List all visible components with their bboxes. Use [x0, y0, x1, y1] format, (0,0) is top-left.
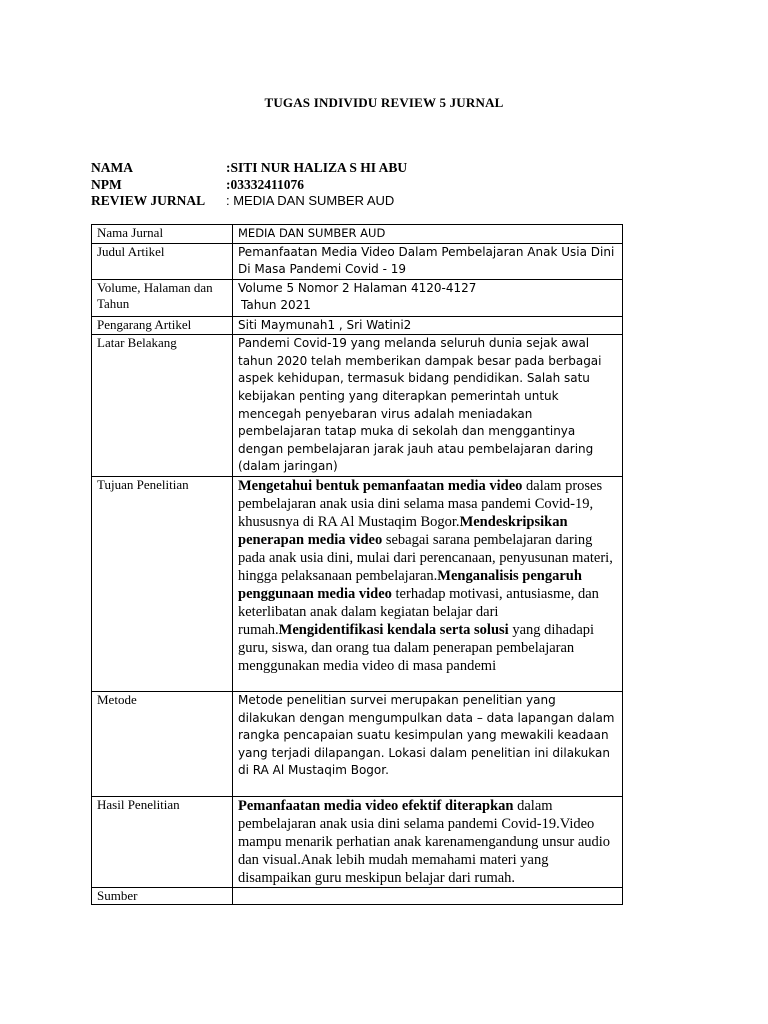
info-row-npm — [91, 177, 407, 194]
table-row — [92, 477, 623, 692]
row-label: Sumber — [92, 888, 233, 905]
row-label: Metode — [92, 692, 233, 797]
volume-line: Volume 5 Nomor 2 Halaman 4120-4127 — [238, 280, 477, 295]
row-label: Hasil Penelitian — [92, 797, 233, 888]
info-label: REVIEW JURNAL — [91, 193, 206, 208]
row-value — [233, 888, 623, 905]
row-value: Pemanfaatan Media Video Dalam Pembelajaran Anak Usia Dini Di Masa Pandemi Covid - 19 — [233, 243, 623, 279]
table-row — [92, 243, 623, 279]
text-run: sebagai sarana pembelajaran daring pada anak usia dini, mulai dari perencanaan, penyusunan materi, hingga pelaksanaan pembelajaran. — [238, 532, 613, 585]
table-row — [92, 797, 623, 888]
review-table — [91, 224, 623, 905]
row-value — [233, 477, 623, 692]
row-value: MEDIA DAN SUMBER AUD — [233, 225, 623, 244]
row-label: Tujuan Penelitian — [92, 477, 233, 692]
table-row — [92, 888, 623, 905]
info-value: :SITI NUR HALIZA S HI ABU — [226, 160, 408, 175]
bold-phrase: Menganalisis pengaruh penggunaan media video — [238, 568, 582, 603]
row-value: Metode penelitian survei merupakan penelitian yang dilakukan dengan mengumpulkan data – data lapangan dalam rangka pencapaian suatu kesimpulan yang mewakili keadaan yang terjadi dilapangan. Lokasi dalam penelitian ini dilakukan di RA Al Mustaqim Bogor. — [233, 692, 623, 797]
year-line: Tahun 2021 — [241, 298, 311, 313]
table-row — [92, 692, 623, 797]
row-value: Pandemi Covid-19 yang melanda seluruh dunia sejak awal tahun 2020 telah memberikan dampak besar pada berbagai aspek kehidupan, termasuk bidang pendidikan. Salah satu kebijakan penting yang diterapkan pemerintah untuk mencegah penyebaran virus adalah meniadakan pembelajaran tatap muka di sekolah dan menggantinya dengan pembelajaran jarak jauh atau pembelajaran daring (dalam jaringan) — [233, 335, 623, 477]
table-row — [92, 316, 623, 335]
table-row — [92, 335, 623, 477]
info-value: :03332411076 — [226, 176, 305, 192]
row-label: Volume, Halaman dan Tahun — [92, 279, 233, 316]
table-row — [92, 279, 623, 316]
bold-phrase: Mendeskripsikan penerapan media video — [238, 514, 568, 549]
bold-phrase: Mengetahui bentuk pemanfaatan media video — [238, 478, 523, 495]
text-run: yang dihadapi guru, siswa, dan orang tua dalam penerapan pembelajaran menggunakan media video di masa pandemi — [238, 622, 595, 675]
text-run: terhadap motivasi, antusiasme, dan keterlibatan anak dalam kegiatan belajar dari rumah. — [238, 586, 599, 639]
row-label: Pengarang Artikel — [92, 316, 233, 335]
info-value: : MEDIA DAN SUMBER AUD — [226, 193, 395, 208]
info-label: NAMA — [91, 160, 133, 175]
text-run: dalam proses pembelajaran anak usia dini selama masa pandemi Covid-19, khususnya di RA Al Mustaqim Bogor. — [238, 478, 603, 531]
page-title: TUGAS INDIVIDU REVIEW 5 JURNAL — [264, 95, 504, 110]
info-row-review-jurnal — [91, 193, 407, 210]
bold-phrase: Pemanfaatan media video efektif diterapkan — [238, 798, 514, 815]
row-label: Latar Belakang — [92, 335, 233, 477]
row-label: Nama Jurnal — [92, 225, 233, 244]
info-label: NPM — [91, 176, 122, 192]
row-value: Siti Maymunah1 , Sri Watini2 — [233, 316, 623, 335]
table-row — [92, 225, 623, 244]
row-label: Judul Artikel — [92, 243, 233, 279]
text-run: dalam pembelajaran anak usia dini selama pandemi Covid-19.Video mampu menarik perhatian anak karenamengandung unsur audio dan visual.Anak lebih mudah memahami materi yang disampaikan guru meskipun belajar dari rumah. — [238, 798, 611, 887]
student-info — [91, 160, 407, 210]
row-value — [233, 279, 623, 316]
bold-phrase: Mengidentifikasi kendala serta solusi — [278, 622, 509, 639]
info-row-nama — [91, 160, 407, 177]
row-value — [233, 797, 623, 888]
